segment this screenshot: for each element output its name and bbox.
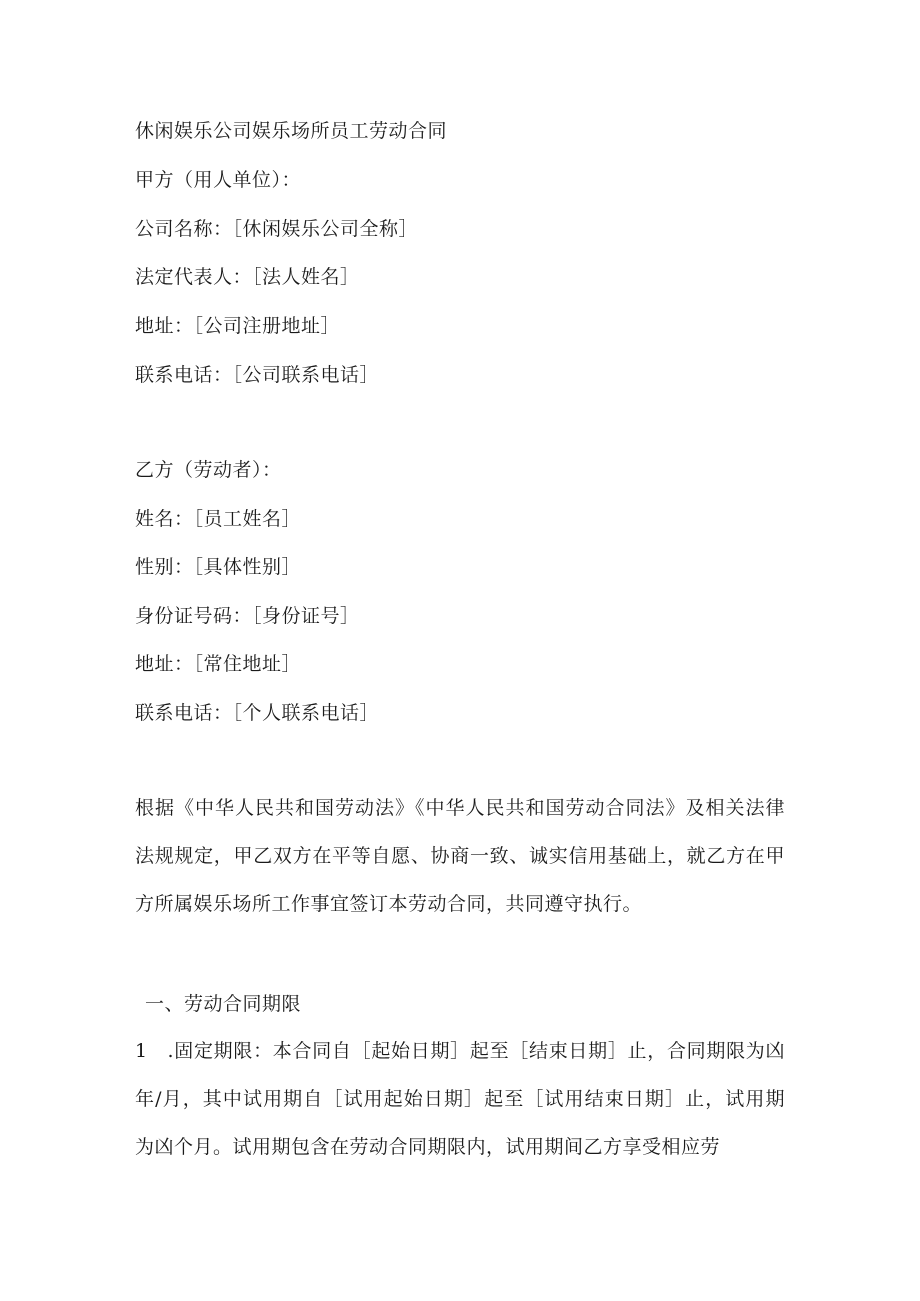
party-b-gender: 性别：［具体性别］ — [135, 556, 302, 578]
party-b-id-number: 身份证号码：［身份证号］ — [135, 605, 360, 627]
party-b-heading: 乙方（劳动者）： — [135, 459, 282, 481]
section-1-clause-1: 1 .固定期限：本合同自［起始日期］起至［结束日期］止，合同期限为凶年/月，其中试用期自［试用起始日期］起至［试用结束日期］止，试用期为凶个月。试用期包含在劳动合同期限内，试用期间乙方享受相应劳 — [135, 1040, 785, 1158]
party-a-phone: 联系电话：［公司联系电话］ — [135, 364, 380, 386]
party-b-phone: 联系电话：［个人联系电话］ — [135, 702, 380, 724]
section-1-heading: 一、劳动合同期限 — [145, 993, 302, 1015]
party-b-address: 地址：［常住地址］ — [135, 653, 302, 675]
party-a-company-name: 公司名称：［休闲娱乐公司全称］ — [135, 218, 419, 240]
document-title: 休闲娱乐公司娱乐场所员工劳动合同 — [135, 120, 448, 142]
party-b-name: 姓名：［员工姓名］ — [135, 508, 302, 530]
party-a-heading: 甲方（用人单位）： — [135, 169, 302, 191]
preamble-paragraph: 根据《中华人民共和国劳动法》《中华人民共和国劳动合同法》及相关法律法规规定，甲乙双方在平等自愿、协商一致、诚实信用基础上，就乙方在甲方所属娱乐场所工作事宜签订本劳动合同，共同遵守执行。 — [135, 797, 785, 915]
party-a-address: 地址：［公司注册地址］ — [135, 315, 341, 337]
party-a-legal-rep: 法定代表人：［法人姓名］ — [135, 266, 360, 288]
